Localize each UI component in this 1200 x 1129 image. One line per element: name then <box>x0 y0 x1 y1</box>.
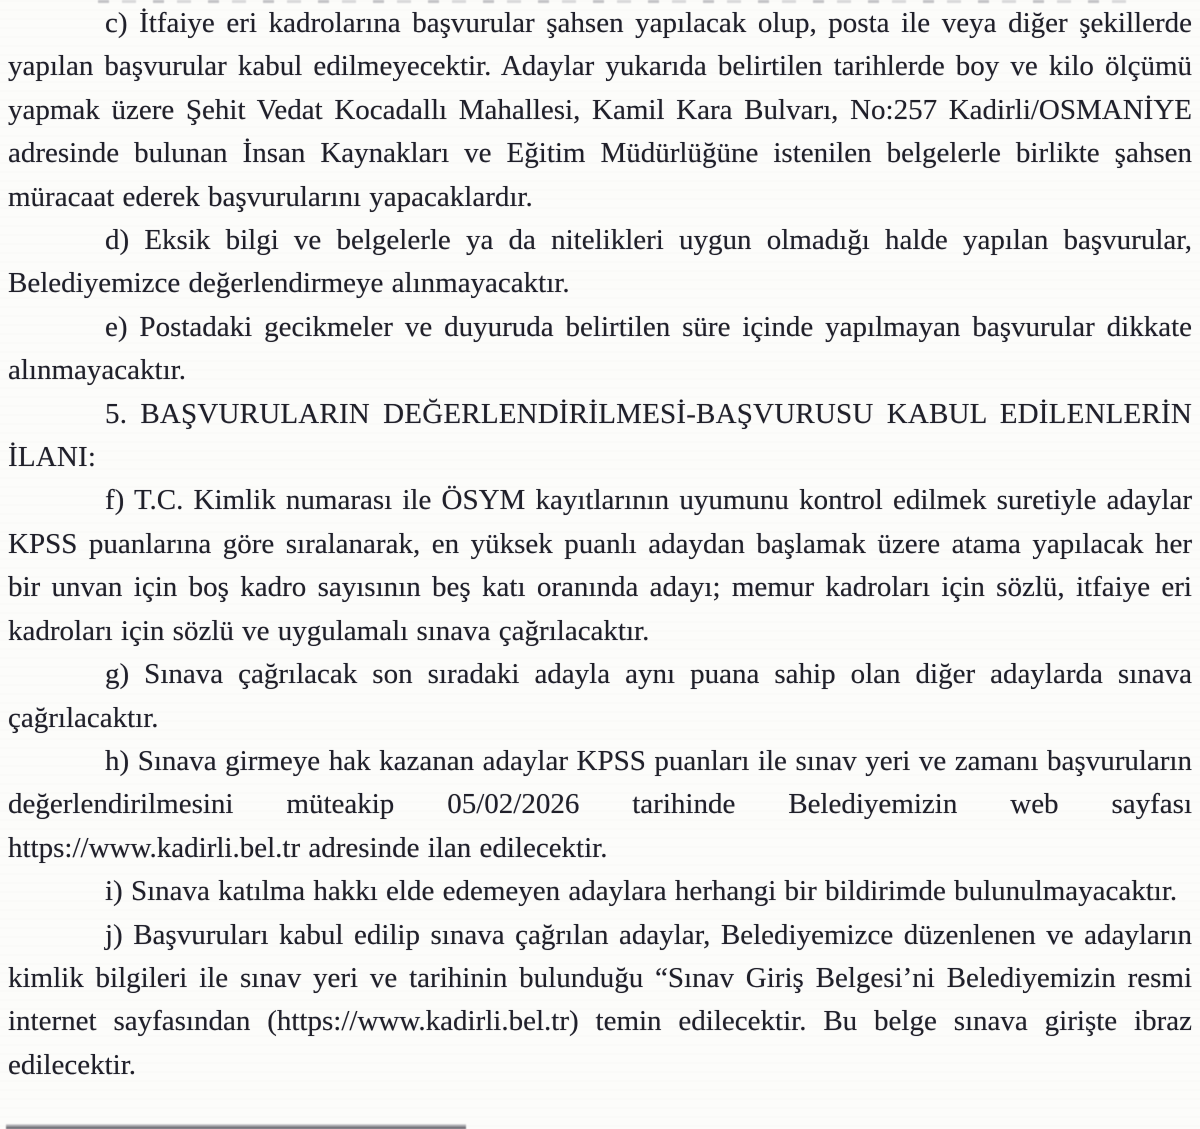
paragraph-item-c: c) İtfaiye eri kadrolarına başvurular şahsen yapılacak olup, posta ile veya diğer şekillerde yapılan başvurular kabul edilmeyecektir. Adaylar yukarıda belirtilen tarihlerde boy ve kilo ölçümü yapmak üzere Şehit Vedat Kocadallı Mahallesi, Kamil Kara Bulvarı, No:257 Kadirli/OSMANİYE adresinde bulunan İnsan Kaynakları ve Eğitim Müdürlüğüne istenilen belgelerle birlikte şahsen müracaat ederek başvurularını yapacaklardır. <box>8 7 1192 213</box>
paragraph-item-j: j) Başvuruları kabul edilip sınava çağrılan adaylar, Belediyemizce düzenlenen ve adayların kimlik bilgileri ile sınav yeri ve tarihinin bulunduğu “Sınav Giriş Belgesi’ni Belediyemizin resmi internet sayfasından (https://www.kadirli.bel.tr) temin edilecektir. Bu belge sınava girişte ibraz edilecektir. <box>8 918 1192 1081</box>
paragraph-item-d: d) Eksik bilgi ve belgelerle ya da nitelikleri uygun olmadığı halde yapılan başvurular, Belediyemizce değerlendirmeye alınmayacaktır. <box>8 224 1192 300</box>
paragraph-item-i: i) Sınava katılma hakkı elde edemeyen adaylara herhangi bir bildirimde bulunulmayacaktır. <box>105 875 1178 908</box>
paragraph-item-h: h) Sınava girmeye hak kazanan adaylar KPSS puanları ile sınav yeri ve zamanı başvuruların değerlendirilmesini müteakip 05/02/2026 tarihinde Belediyemizin web sayfası https://www.kadirli.bel.tr adresinde ilan edilecektir. <box>8 744 1192 864</box>
section-heading-5: 5. BAŞVURULARIN DEĞERLENDİRİLMESİ-BAŞVURUSU KABUL EDİLENLERİN İLANI: <box>8 397 1192 474</box>
cropped-next-line-artifact <box>6 1124 466 1129</box>
paragraph-item-f: f) T.C. Kimlik numarası ile ÖSYM kayıtlarının uyumunu kontrol edilmek suretiyle adaylar KPSS puanlarına göre sıralanarak, en yüksek puanlı adaydan başlamak üzere atama yapılacak her bir unvan için boş kadro sayısının beş katı oranında adayı; memur kadroları için sözlü, itfaiye eri kadroları için sözlü ve uygulamalı sınava çağrılacaktır. <box>8 484 1192 647</box>
paragraph-item-e: e) Postadaki gecikmeler ve duyuruda belirtilen süre içinde yapılmayan başvurular dikkate alınmayacaktır. <box>8 310 1192 387</box>
paragraph-item-g: g) Sınava çağrılacak son sıradaki adayla aynı puana sahip olan diğer adaylarda sınava çağrılacaktır. <box>8 658 1192 734</box>
